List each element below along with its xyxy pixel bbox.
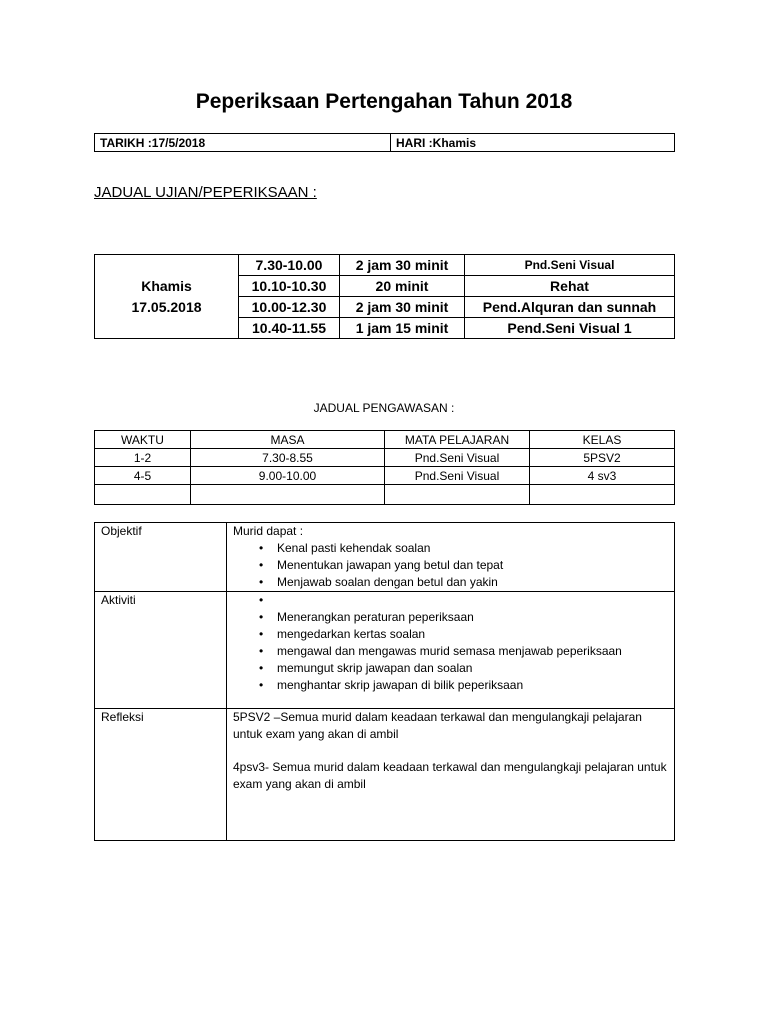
exam-subject: Pend.Seni Visual 1 [465,318,675,339]
activity-list [233,592,670,694]
column-header: MATA PELAJARAN [385,431,530,449]
column-header: WAKTU [95,431,191,449]
exam-duration: 2 jam 30 minit [340,255,465,276]
exam-day: Khamis [141,277,192,294]
table-row [95,485,675,505]
reflection-row [95,709,675,841]
supervision-table [94,430,675,505]
activity-label: Aktiviti [95,592,227,709]
activity-row [95,592,675,709]
objective-content [227,523,675,592]
exam-date: 17.05.2018 [131,298,202,315]
objective-label: Objektif [95,523,227,592]
bullet-icon: • [259,627,264,641]
date-day-table [94,133,675,152]
table-cell [530,485,675,505]
page-title: Peperiksaan Pertengahan Tahun 2018 [195,90,573,113]
date-cell: TARIKH :17/5/2018 [95,134,391,152]
objective-row [95,523,675,592]
exam-schedule-table [94,254,675,339]
table-cell: 4-5 [95,467,191,485]
list-item: • mengawal dan mengawas murid semasa menjawab peperiksaan [259,644,622,658]
day-cell: HARI :Khamis [391,134,675,152]
table-cell [385,485,530,505]
exam-subject: Pnd.Seni Visual [465,255,675,276]
bullet-icon: • [259,541,264,555]
objective-intro: Murid dapat : [233,524,304,538]
table-cell: 9.00-10.00 [191,467,385,485]
exam-time: 7.30-10.00 [239,255,340,276]
table-cell: 1-2 [95,449,191,467]
table-row [95,449,675,467]
exam-duration: 1 jam 15 minit [340,318,465,339]
table-cell [95,485,191,505]
column-header: MASA [191,431,385,449]
exam-duration: 2 jam 30 minit [340,297,465,318]
list-item: • Menjawab soalan dengan betul dan yakin [259,575,498,589]
exam-day-cell [95,255,239,339]
table-header-row [95,431,675,449]
exam-time: 10.00-12.30 [239,297,340,318]
bullet-icon: • [259,644,264,658]
bullet-icon: • [259,661,264,675]
objective-list [233,540,670,591]
exam-subject: Pend.Alquran dan sunnah [465,297,675,318]
table-cell: 7.30-8.55 [191,449,385,467]
table-cell [191,485,385,505]
reflection-label: Refleksi [95,709,227,841]
list-item: • menghantar skrip jawapan di bilik peperiksaan [259,678,524,692]
bullet-icon: • [259,610,264,624]
table-cell: 4 sv3 [530,467,675,485]
exam-subject: Rehat [465,276,675,297]
bullet-icon: • [259,558,264,572]
bullet-icon: • [259,575,264,589]
table-cell: Pnd.Seni Visual [385,467,530,485]
table-row [95,255,675,276]
exam-schedule-heading: JADUAL UJIAN/PEPERIKSAAN : [94,184,317,201]
bullet-icon: • [259,593,264,607]
lesson-details-table [94,522,675,841]
column-header: KELAS [530,431,675,449]
exam-time: 10.40-11.55 [239,318,340,339]
reflection-text-2: 4psv3- Semua murid dalam keadaan terkawal dan mengulangkaji pelajaran untuk exam yang akan di ambil [233,760,667,791]
bullet-icon: • [259,678,264,692]
exam-time: 10.10-10.30 [239,276,340,297]
table-cell: Pnd.Seni Visual [385,449,530,467]
table-cell: 5PSV2 [530,449,675,467]
reflection-content [227,709,675,841]
list-item: • memungut skrip jawapan dan soalan [259,661,473,675]
supervision-heading: JADUAL PENGAWASAN : [313,401,455,415]
reflection-text-1: 5PSV2 –Semua murid dalam keadaan terkawal dan mengulangkaji pelajaran untuk exam yang akan di ambil [233,710,642,741]
list-item [259,592,670,609]
list-item: • Menentukan jawapan yang betul dan tepat [259,558,504,572]
table-row [95,467,675,485]
list-item: • Menerangkan peraturan peperiksaan [259,610,474,624]
activity-content [227,592,675,709]
exam-duration: 20 minit [340,276,465,297]
list-item: • mengedarkan kertas soalan [259,627,426,641]
list-item: • Kenal pasti kehendak soalan [259,541,431,555]
